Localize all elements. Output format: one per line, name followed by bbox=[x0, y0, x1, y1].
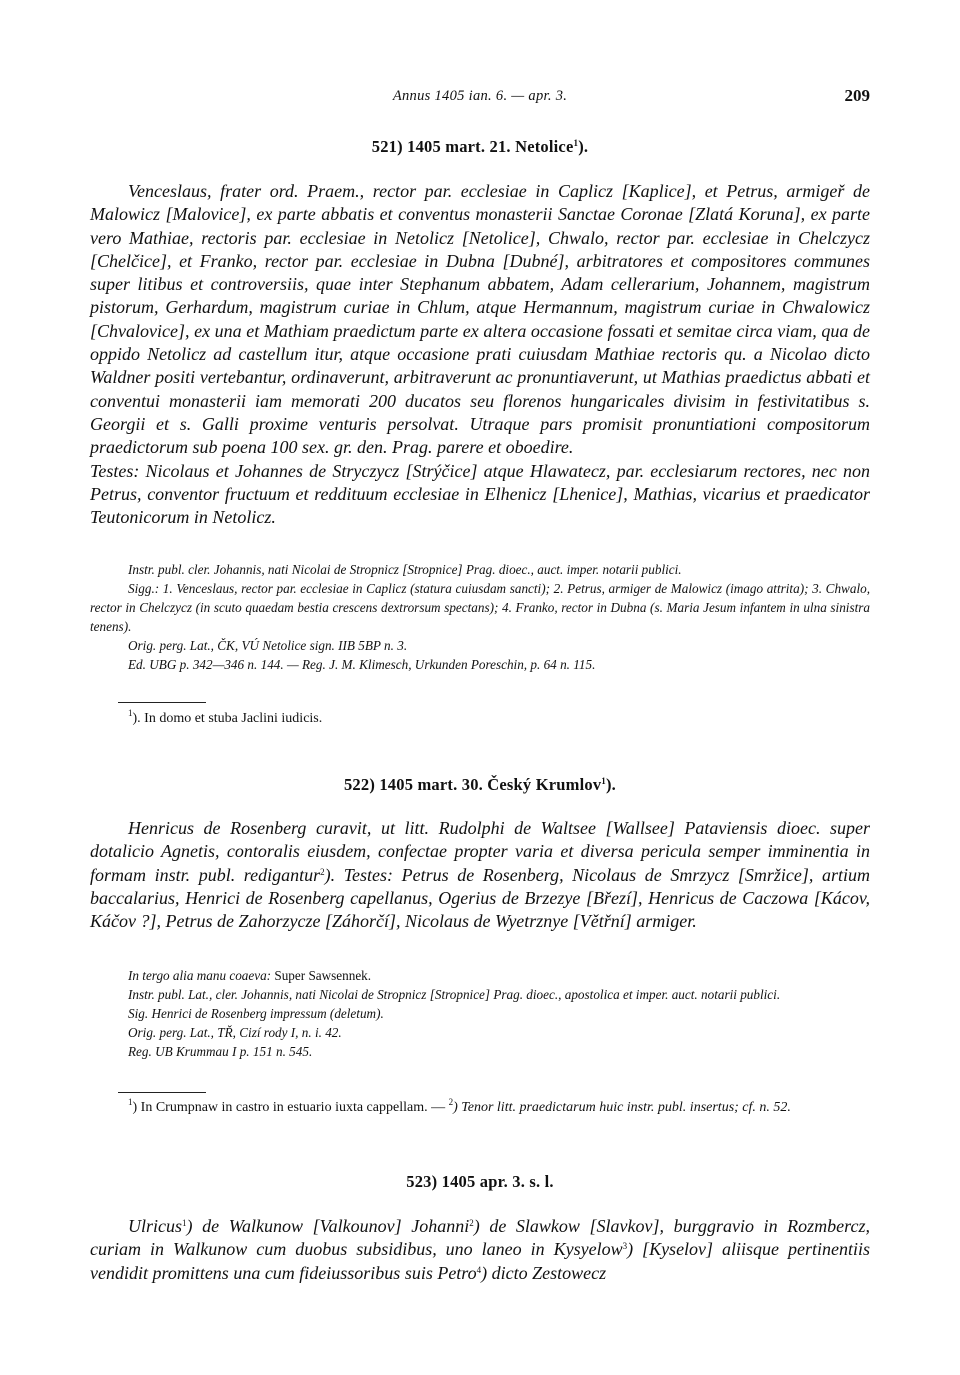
page-number: 209 bbox=[844, 86, 870, 105]
entry-521-regest: Venceslaus, frater ord. Praem., rector par. ecclesiae in Caplicz [Kaplice], et Petrus, armigeř de Malowicz [Malovice], ex parte abbatis et conventus monasterii Sanctae Coronae [Zlatá Koruna], ex parte vero Mathiae, rectoris par. ecclesiae in Netolicz [Netolice], Chwalo, rector par. ecclesiae in Chelczycz [Chelčice], et Franko, rector par. ecclesiae in Dubna [Dubné], arbitratores et compositores communes super litibus et controversiis, quae inter Stephanum abbatem, Adam cellerarium, Johannem, magistrum pistorum, Gerhardum, magistrum curiae in Chlum, atque Hermannum, magistrum curiae in Chwalowicz [Chvalovice], ex una et Mathiam praedictum parte ex altera occasione fossati et semitae circa viam, qua de oppido Netolicz ad castellum itur, atque occasione prati cuiusdam Mathiae rectoris qu. a Nicolao dicto Waldner positi vertebantur, ordinaverunt, arbitraverunt ac pronuntiaverunt, ut Mathias praedictus abbati et conventui monasterii iam memorati 200 ducatos seu florenos hungaricales divisim in festivitatibus s. Georgii et s. Galli proxime venturis persolvat. Utraque pars promisit pronuntiationi compositorum praedictorum sub poena 100 sex. gr. den. Prag. parere et oboedire. bbox=[90, 181, 870, 458]
note-edition: Ed. UBG p. 342—346 n. 144. — Reg. J. M. Klimesch, Urkunden Poreschin, p. 64 n. 115. bbox=[128, 657, 596, 672]
note-original: Orig. perg. Lat., TŘ, Cizí rody I, n. i. 42. bbox=[128, 1025, 342, 1040]
entry-522-body bbox=[90, 817, 870, 933]
note-instrument: Instr. publ. cler. Johannis, nati Nicolai de Stropnicz [Stropnice] Prag. dioec., auct. imper. notarii publici. bbox=[128, 562, 682, 577]
entry-522-notes bbox=[90, 966, 870, 1061]
entry-522-heading: 522) 1405 mart. 30. Český Krumlov$^1$). bbox=[343, 775, 617, 794]
entry-523-regest: Ulricus$^1$) de Walkunow [Valkounov] Johanni$^2$) de Slawkow [Slavkov], burggravio in Rozmbercz, curiam in Walkunow cum duobus subsidibus, uno laneo in Kysyelow$^3$) [Kyselov] aliisque pertinentiis vendidit promittens una cum fideiussoribus suis Petro$^4$) dicto Zestowecz bbox=[90, 1216, 870, 1283]
entry-521-footnote: $^1$). In domo et stuba Jaclini iudicis. bbox=[128, 708, 323, 726]
note-regest: Reg. UB Krummau I p. 151 n. 545. bbox=[128, 1044, 313, 1059]
entry-523-body bbox=[90, 1215, 870, 1285]
note-seal: Sig. Henrici de Rosenberg impressum (deletum). bbox=[128, 1006, 384, 1021]
entry-523-heading: 523) 1405 apr. 3. s. l. bbox=[406, 1172, 554, 1191]
entry-521-witnesses: Testes: Nicolaus et Johannes de Stryczycz [Strýčice] atque Hlawatecz, par. ecclesiarum rectores, nec non Petrus, conventor fructuum et reddituum ecclesiae in Elhenicz [Lhenice], Mathias, vicarius et praedicator Teutonicorum in Netolicz. bbox=[90, 460, 870, 528]
note-tergo: In tergo alia manu coaeva: Super Sawsennek. bbox=[128, 968, 372, 983]
running-header bbox=[90, 88, 870, 112]
entry-522-footnotes: $^1$) In Crumpnaw in castro in estuario iuxta cappellam. — $^2$) Tenor litt. praedictarum huic instr. publ. insertus; cf. n. 52. bbox=[128, 1097, 791, 1115]
running-title: Annus 1405 ian. 6. — apr. 3. bbox=[392, 88, 568, 104]
entry-521-body bbox=[90, 180, 870, 529]
entry-521-notes bbox=[90, 560, 870, 674]
note-original: Orig. perg. Lat., ČK, VÚ Netolice sign. IIB 5BP n. 3. bbox=[128, 638, 408, 653]
note-seals: Sigg.: 1. Venceslaus, rector par. ecclesiae in Caplicz (statura cuiusdam sancti); 2. Petrus, armiger de Malowicz (imago attrita); 3. Chwalo, rector in Chelczycz (in scuto quaedam bestia crescens dextrorsum spectans); 4. Franko, rector in Dubna (s. Maria Jesum infantem in ulna sinistra tenens). bbox=[90, 581, 870, 634]
footnote-rule bbox=[118, 702, 206, 703]
entry-522-regest: Henricus de Rosenberg curavit, ut litt. Rudolphi de Waltsee [Wallsee] Pataviensis dioec. super dotalicio Agnetis, contoralis eiusdem, confectae propter varia et diversa pericula semper imminentia in formam instr. publ. redigantur$^2$). Testes: Petrus de Rosenberg, Nicolaus de Smrzycz [Smržice], artium baccalarius, Henrici de Rosenberg capellanus, Ogerius de Brzezye [Březí], Henricus de Caczowa [Kácov, Káčov ?], Petrus de Zahorzycze [Záhorčí], Nicolaus de Wyetrznye [Větřní] armiger. bbox=[90, 818, 870, 932]
note-instrument: Instr. publ. Lat., cler. Johannis, nati Nicolai de Stropnicz [Stropnice] Prag. dioec., apostolica et imper. auct. notarii publici. bbox=[128, 987, 781, 1002]
footnote-rule bbox=[118, 1092, 206, 1093]
entry-521-heading: 521) 1405 mart. 21. Netolice$^1$). bbox=[371, 137, 589, 156]
